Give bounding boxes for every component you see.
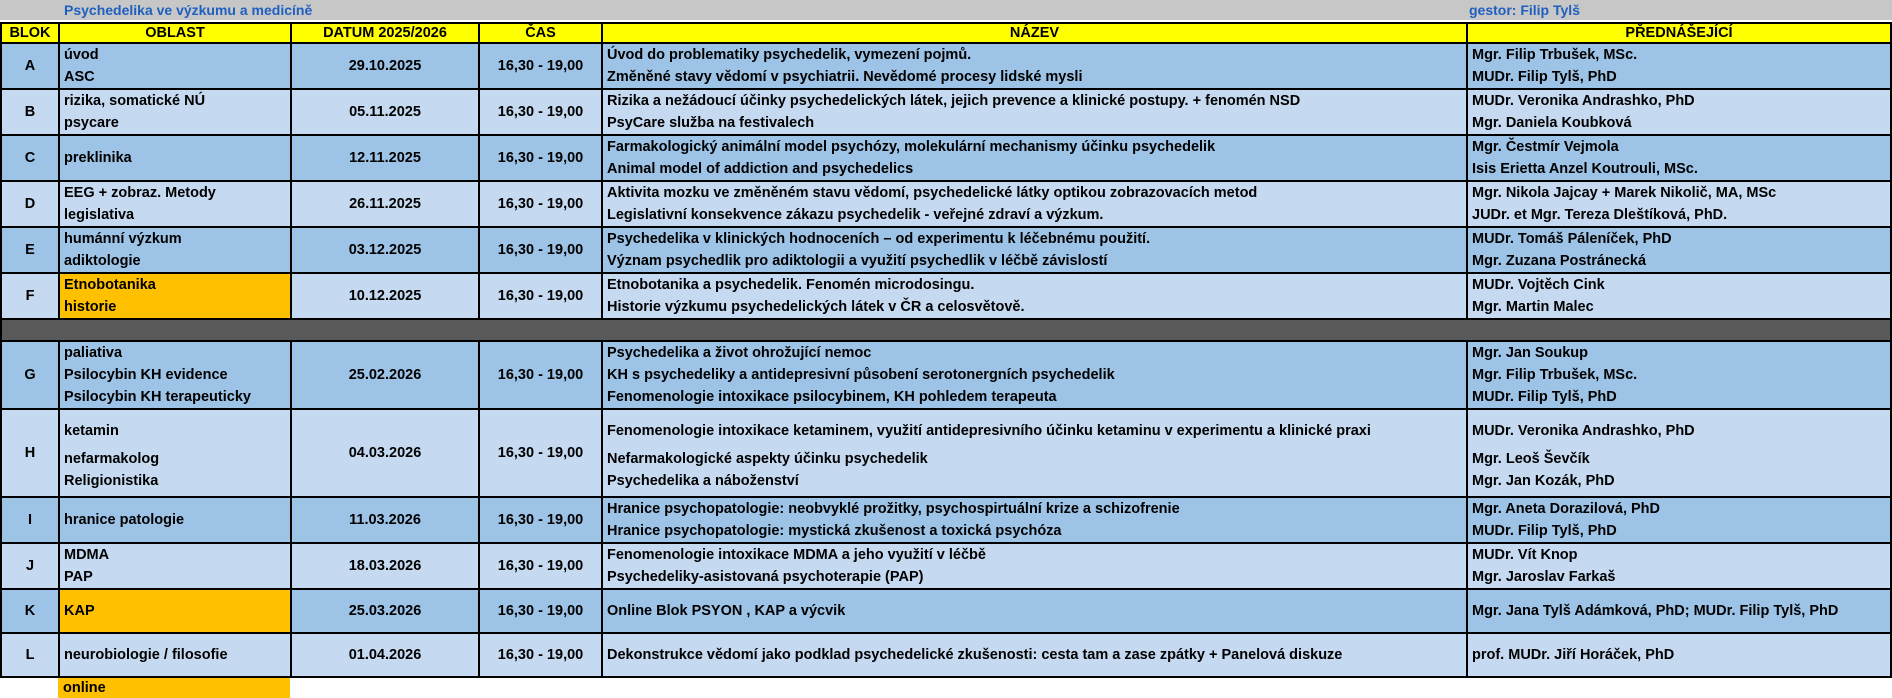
oblast-line: PAP xyxy=(64,569,93,585)
prednasejici-line: MUDr. Veronika Andrashko, PhD xyxy=(1472,93,1695,109)
column-header-blok: BLOK xyxy=(1,23,59,43)
nazev-line: Psychedelika a život ohrožující nemoc xyxy=(607,345,872,361)
prednasejici-cell xyxy=(1467,543,1891,589)
prednasejici-cell xyxy=(1467,589,1891,633)
oblast-cell xyxy=(59,227,291,273)
cas-cell: 16,30 - 19,00 xyxy=(479,43,602,89)
nazev-line: Etnobotanika a psychedelik. Fenomén microdosingu. xyxy=(607,277,975,293)
nazev-line: Fenomenologie intoxikace ketaminem, využití antidepresivního účinku ketaminu v experimentu a klinické praxi xyxy=(607,423,1371,439)
section-separator xyxy=(1,319,1891,341)
nazev-cell xyxy=(602,273,1467,319)
column-header-oblast: OBLAST xyxy=(59,23,291,43)
prednasejici-line: MUDr. Tomáš Páleníček, PhD xyxy=(1472,231,1672,247)
column-header-nazev: NÁZEV xyxy=(602,23,1467,43)
cas-cell: 16,30 - 19,00 xyxy=(479,181,602,227)
nazev-line: Rizika a nežádoucí účinky psychedelických látek, jejich prevence a klinické postupy. + fenomén NSD xyxy=(607,93,1301,109)
oblast-line: ketamin xyxy=(64,423,119,439)
blok-cell: B xyxy=(1,89,59,135)
datum-cell: 25.03.2026 xyxy=(291,589,479,633)
schedule-table xyxy=(0,22,1892,678)
prednasejici-cell xyxy=(1467,633,1891,677)
nazev-line: Psychedelika v klinických hodnoceních – od experimentu k léčebnému použití. xyxy=(607,231,1151,247)
table-row xyxy=(1,273,1891,319)
prednasejici-cell xyxy=(1467,181,1891,227)
cas-cell: 16,30 - 19,00 xyxy=(479,409,602,497)
oblast-line: rizika, somatické NÚ xyxy=(64,93,206,109)
prednasejici-line: Mgr. Aneta Dorazilová, PhD xyxy=(1472,501,1660,517)
nazev-cell xyxy=(602,589,1467,633)
nazev-line: Psychedelika a náboženství xyxy=(607,473,799,489)
datum-cell: 25.02.2026 xyxy=(291,341,479,409)
nazev-line: Psychedeliky-asistovaná psychoterapie (PAP) xyxy=(607,569,924,585)
oblast-line: humánní výzkum xyxy=(64,231,182,247)
blok-cell: L xyxy=(1,633,59,677)
blok-cell: A xyxy=(1,43,59,89)
datum-cell: 18.03.2026 xyxy=(291,543,479,589)
oblast-line: legislativa xyxy=(64,207,135,223)
prednasejici-line: prof. MUDr. Jiří Horáček, PhD xyxy=(1472,647,1675,663)
blok-cell: J xyxy=(1,543,59,589)
oblast-line: ASC xyxy=(64,69,95,85)
prednasejici-line: Mgr. Nikola Jajcay + Marek Nikolič, MA, MSc xyxy=(1472,185,1777,201)
prednasejici-cell xyxy=(1467,409,1891,497)
datum-cell: 03.12.2025 xyxy=(291,227,479,273)
nazev-line: Dekonstrukce vědomí jako podklad psychedelické zkušenosti: cesta tam a zase zpátky + Panelová diskuze xyxy=(607,647,1343,663)
prednasejici-line: Mgr. Jan Kozák, PhD xyxy=(1472,473,1615,489)
blok-cell: D xyxy=(1,181,59,227)
prednasejici-line: Mgr. Jan Soukup xyxy=(1472,345,1589,361)
oblast-cell xyxy=(59,497,291,543)
nazev-line: Aktivita mozku ve změněném stavu vědomí, psychedelické látky optikou zobrazovacích metod xyxy=(607,185,1258,201)
prednasejici-line: MUDr. Filip Tylš, PhD xyxy=(1472,69,1617,85)
prednasejici-line: Mgr. Martin Malec xyxy=(1472,299,1594,315)
oblast-cell xyxy=(59,543,291,589)
oblast-line: Psilocybin KH terapeuticky xyxy=(64,389,251,405)
column-header-datum: DATUM 2025/2026 xyxy=(291,23,479,43)
prednasejici-cell xyxy=(1467,273,1891,319)
nazev-line: PsyCare služba na festivalech xyxy=(607,115,815,131)
nazev-cell xyxy=(602,497,1467,543)
nazev-line: Historie výzkumu psychedelických látek v ČR a celosvětově. xyxy=(607,299,1025,315)
prednasejici-line: Mgr. Filip Trbušek, MSc. xyxy=(1472,367,1638,383)
nazev-line: Fenomenologie intoxikace MDMA a jeho využití v léčbě xyxy=(607,547,986,563)
oblast-cell xyxy=(59,43,291,89)
prednasejici-cell xyxy=(1467,341,1891,409)
cas-cell: 16,30 - 19,00 xyxy=(479,227,602,273)
blok-cell: I xyxy=(1,497,59,543)
oblast-line: Psilocybin KH evidence xyxy=(64,367,228,383)
cas-cell: 16,30 - 19,00 xyxy=(479,497,602,543)
prednasejici-cell xyxy=(1467,43,1891,89)
cas-cell: 16,30 - 19,00 xyxy=(479,543,602,589)
prednasejici-line: Mgr. Filip Trbušek, MSc. xyxy=(1472,47,1638,63)
prednasejici-line: Mgr. Zuzana Postránecká xyxy=(1472,253,1647,269)
oblast-cell xyxy=(59,273,291,319)
title-row xyxy=(0,0,1892,20)
prednasejici-line: MUDr. Vojtěch Cink xyxy=(1472,277,1605,293)
cas-cell: 16,30 - 19,00 xyxy=(479,341,602,409)
nazev-line: KH s psychedeliky a antidepresivní působení serotonergních psychedelik xyxy=(607,367,1115,383)
blok-cell: K xyxy=(1,589,59,633)
datum-cell: 04.03.2026 xyxy=(291,409,479,497)
course-title: Psychedelika ve výzkumu a medicíně xyxy=(64,2,313,18)
datum-cell: 10.12.2025 xyxy=(291,273,479,319)
nazev-line: Farmakologický animální model psychózy, molekulární mechanismy účinku psychedelik xyxy=(607,139,1216,155)
column-header-cas: ČAS xyxy=(479,23,602,43)
table-row xyxy=(1,341,1891,409)
prednasejici-cell xyxy=(1467,135,1891,181)
datum-cell: 01.04.2026 xyxy=(291,633,479,677)
oblast-line: úvod xyxy=(64,47,99,63)
oblast-line: Religionistika xyxy=(64,473,159,489)
prednasejici-cell xyxy=(1467,497,1891,543)
blok-cell: C xyxy=(1,135,59,181)
oblast-line: EEG + zobraz. Metody xyxy=(64,185,216,201)
oblast-line: Etnobotanika xyxy=(64,277,156,293)
oblast-cell xyxy=(59,181,291,227)
nazev-cell xyxy=(602,409,1467,497)
nazev-cell xyxy=(602,227,1467,273)
oblast-cell xyxy=(59,341,291,409)
nazev-cell xyxy=(602,543,1467,589)
table-row xyxy=(1,633,1891,677)
oblast-line: historie xyxy=(64,299,117,315)
oblast-line: neurobiologie / filosofie xyxy=(64,647,228,663)
nazev-cell xyxy=(602,135,1467,181)
oblast-line: hranice patologie xyxy=(64,512,185,528)
header-row xyxy=(1,23,1891,43)
prednasejici-line: JUDr. et Mgr. Tereza Dleštíková, PhD. xyxy=(1472,207,1728,223)
cas-cell: 16,30 - 19,00 xyxy=(479,273,602,319)
separator-cell xyxy=(1,319,1891,341)
blok-cell: H xyxy=(1,409,59,497)
nazev-cell xyxy=(602,89,1467,135)
blok-cell: E xyxy=(1,227,59,273)
nazev-line: Online Blok PSYON , KAP a výcvik xyxy=(607,603,846,619)
datum-cell: 29.10.2025 xyxy=(291,43,479,89)
prednasejici-line: MUDr. Veronika Andrashko, PhD xyxy=(1472,423,1695,439)
prednasejici-line: Mgr. Čestmír Vejmola xyxy=(1472,139,1619,155)
nazev-line: Fenomenologie intoxikace psilocybinem, KH pohledem terapeuta xyxy=(607,389,1057,405)
nazev-line: Legislativní konsekvence zákazu psychedelik - veřejné zdraví a výzkum. xyxy=(607,207,1104,223)
oblast-line: psycare xyxy=(64,115,119,131)
oblast-line: preklinika xyxy=(64,150,132,166)
nazev-line: Animal model of addiction and psychedelics xyxy=(607,161,914,177)
prednasejici-line: Mgr. Daniela Koubková xyxy=(1472,115,1632,131)
oblast-cell xyxy=(59,633,291,677)
nazev-line: Nefarmakologické aspekty účinku psychedelik xyxy=(607,451,928,467)
nazev-line: Hranice psychopatologie: mystická zkušenost a toxická psychóza xyxy=(607,523,1062,539)
nazev-cell xyxy=(602,633,1467,677)
cas-cell: 16,30 - 19,00 xyxy=(479,135,602,181)
datum-cell: 12.11.2025 xyxy=(291,135,479,181)
column-header-prednasejici: PŘEDNÁŠEJÍCÍ xyxy=(1467,23,1891,43)
nazev-line: Změněné stavy vědomí v psychiatrii. Nevědomé procesy lidské mysli xyxy=(607,69,1083,85)
table-row xyxy=(1,43,1891,89)
table-row xyxy=(1,135,1891,181)
table-row xyxy=(1,89,1891,135)
cas-cell: 16,30 - 19,00 xyxy=(479,589,602,633)
nazev-cell xyxy=(602,181,1467,227)
nazev-line: Úvod do problematiky psychedelik, vymezení pojmů. xyxy=(607,47,972,63)
datum-cell: 05.11.2025 xyxy=(291,89,479,135)
nazev-cell xyxy=(602,43,1467,89)
table-row xyxy=(1,589,1891,633)
oblast-line: nefarmakolog xyxy=(64,451,160,467)
cas-cell: 16,30 - 19,00 xyxy=(479,633,602,677)
blok-cell: F xyxy=(1,273,59,319)
cas-cell: 16,30 - 19,00 xyxy=(479,89,602,135)
table-row xyxy=(1,409,1891,497)
oblast-line: MDMA xyxy=(64,547,110,563)
table-row xyxy=(1,497,1891,543)
datum-cell: 26.11.2025 xyxy=(291,181,479,227)
prednasejici-line: MUDr. Filip Tylš, PhD xyxy=(1472,389,1617,405)
prednasejici-line: Mgr. Leoš Ševčík xyxy=(1472,451,1590,467)
prednasejici-line: MUDr. Vít Knop xyxy=(1472,547,1578,563)
prednasejici-line: MUDr. Filip Tylš, PhD xyxy=(1472,523,1617,539)
oblast-cell xyxy=(59,409,291,497)
blok-cell: G xyxy=(1,341,59,409)
table-row xyxy=(1,543,1891,589)
nazev-line: Význam psychedlik pro adiktologii a využití psychedlik v léčbě závislostí xyxy=(607,253,1108,269)
nazev-line: Hranice psychopatologie: neobvyklé prožitky, psychospirtuální krize a schizofrenie xyxy=(607,501,1180,517)
oblast-line: paliativa xyxy=(64,345,123,361)
table-row xyxy=(1,181,1891,227)
prednasejici-cell xyxy=(1467,227,1891,273)
nazev-cell xyxy=(602,341,1467,409)
prednasejici-line: Mgr. Jana Tylš Adámková, PhD; MUDr. Filip Tylš, PhD xyxy=(1472,603,1839,619)
oblast-line: KAP xyxy=(64,603,95,619)
oblast-cell xyxy=(59,589,291,633)
oblast-cell xyxy=(59,89,291,135)
gestor-label: gestor: Filip Tylš xyxy=(1469,2,1580,18)
datum-cell: 11.03.2026 xyxy=(291,497,479,543)
oblast-cell xyxy=(59,135,291,181)
prednasejici-line: Isis Erietta Anzel Koutrouli, MSc. xyxy=(1472,161,1698,177)
oblast-line: adiktologie xyxy=(64,253,141,269)
table-row xyxy=(1,227,1891,273)
prednasejici-line: Mgr. Jaroslav Farkaš xyxy=(1472,569,1616,585)
legend-online: online xyxy=(58,678,290,698)
prednasejici-cell xyxy=(1467,89,1891,135)
table-body xyxy=(1,43,1891,677)
